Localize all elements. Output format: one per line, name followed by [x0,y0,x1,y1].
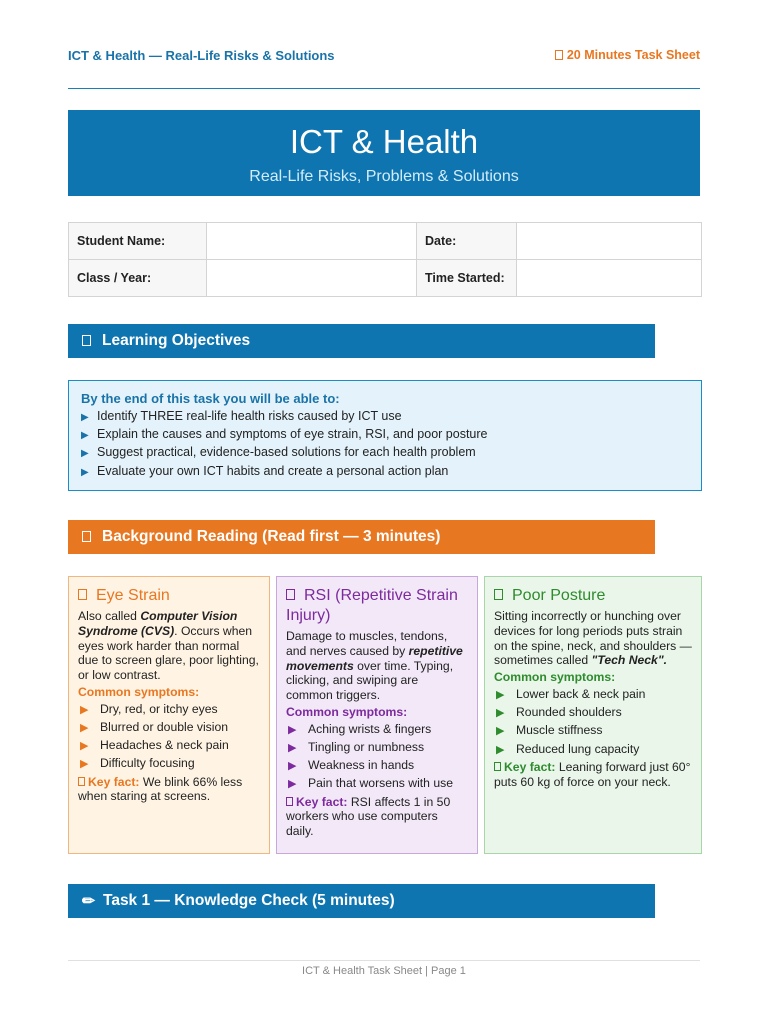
rsi-symptoms-label: Common symptoms: [286,704,408,719]
list-item: ▶ Dry, red, or itchy eyes [78,701,260,719]
header-duration [555,48,700,62]
arrow-icon: ▶ [496,743,505,756]
rsi-description: Damage to muscles, tendons, and nerves caused by repetitive movements over time. Typing, clicking, and swiping are common triggers. [286,629,463,703]
arrow-icon: ▶ [496,707,505,720]
learning-objectives-title: Learning Objectives [102,332,251,349]
list-item: ▶ Headaches & neck pain [78,737,260,755]
eye-symptoms-label: Common symptoms: [78,684,200,699]
hand-icon [286,589,295,600]
arrow-icon: ▶ [80,703,89,716]
header-divider [68,88,700,89]
list-item: ▶ Rounded shoulders [494,704,692,722]
objectives-list [81,408,689,481]
page-title: ICT & Health [289,123,479,160]
posture-symptoms-list [494,686,692,759]
list-item: ▶ Lower back & neck pain [494,686,692,704]
footer-divider [68,960,700,961]
class-year-label: Class / Year: [69,260,207,297]
date-field[interactable] [517,223,702,260]
arrow-icon: ▶ [288,741,297,754]
arrow-icon: ▶ [80,758,89,771]
time-started-field[interactable] [517,260,702,297]
student-info-table [68,222,702,297]
list-item: ▶ Weakness in hands [286,757,468,775]
lightbulb-icon [494,762,501,771]
class-year-field[interactable] [207,260,417,297]
task1-header [68,884,655,918]
clock-icon [555,50,563,60]
student-name-field[interactable] [207,223,417,260]
person-icon [494,589,503,600]
list-item: ▶ Evaluate your own ICT habits and create a personal action plan [81,463,689,481]
learning-objectives-header [68,324,655,358]
rsi-heading: RSI (Repetitive Strain Injury) [286,587,458,624]
background-reading-header [68,520,655,554]
list-item: ▶ Muscle stiffness [494,722,692,740]
list-item: ▶ Identify THREE real-life health risks caused by ICT use [81,408,689,426]
page-header [68,48,700,68]
time-started-label: Time Started: [417,260,517,297]
posture-description: Sitting incorrectly or hunching over devices for long periods puts strain on the spine, neck, and shoulders — sometimes called "Tech Neck". [494,609,692,668]
arrow-icon: ▶ [81,412,89,423]
eye-strain-description: Also called Computer Vision Syndrome (CVS). Occurs when eyes work harder than normal due to screen glare, poor lighting, or low contrast. [78,609,259,683]
posture-card [484,576,702,854]
date-label: Date: [417,223,517,260]
list-item: ▶ Aching wrists & fingers [286,721,468,739]
eye-symptoms-list [78,701,260,774]
arrow-icon: ▶ [80,740,89,753]
posture-symptoms-label: Common symptoms: [494,670,616,685]
objectives-intro: By the end of this task you will be able to: [81,391,340,406]
arrow-icon: ▶ [496,725,505,738]
arrow-icon: ▶ [288,760,297,773]
pencil-icon: ✏ [82,893,95,910]
list-item: ▶ Blurred or double vision [78,719,260,737]
list-item: ▶ Difficulty focusing [78,755,260,773]
list-item: ▶ Explain the causes and symptoms of eye strain, RSI, and poor posture [81,426,689,444]
lightbulb-icon [78,777,85,786]
page-footer: ICT & Health Task Sheet | Page 1 [302,965,466,977]
lightbulb-icon [286,797,293,806]
target-icon [82,335,91,346]
student-name-label: Student Name: [69,223,207,260]
rsi-key-fact: Key fact: RSI affects 1 in 50 workers who use computers daily. [286,794,451,839]
posture-heading: Poor Posture [494,586,692,606]
eye-icon [78,589,87,600]
arrow-icon: ▶ [496,688,505,701]
rsi-card [276,576,478,854]
list-item: ▶ Suggest practical, evidence-based solutions for each health problem [81,444,689,462]
page-subtitle: Real-Life Risks, Problems & Solutions [249,168,519,185]
title-banner [68,110,700,196]
rsi-symptoms-list [286,721,468,794]
list-item: ▶ Pain that worsens with use [286,775,468,793]
arrow-icon: ▶ [81,430,89,442]
arrow-icon: ▶ [81,448,89,460]
background-reading-title: Background Reading (Read first — 3 minutes) [102,528,441,545]
posture-key-fact: Key fact: Leaning forward just 60° puts 60 kg of force on your neck. [494,759,691,789]
eye-strain-heading: Eye Strain [78,586,260,606]
list-item: ▶ Reduced lung capacity [494,741,692,759]
header-title: ICT & Health — Real-Life Risks & Solutions [68,48,335,63]
arrow-icon: ▶ [81,466,89,478]
book-icon [82,531,91,542]
task1-title: Task 1 — Knowledge Check (5 minutes) [103,892,395,909]
arrow-icon: ▶ [288,723,297,736]
header-duration-text: 20 Minutes Task Sheet [566,48,700,62]
list-item: ▶ Tingling or numbness [286,739,468,757]
objectives-box [68,380,702,491]
arrow-icon: ▶ [80,721,89,734]
eye-strain-card [68,576,270,854]
arrow-icon: ▶ [288,778,297,791]
eye-key-fact: Key fact: We blink 66% less when staring at screens. [78,774,243,804]
